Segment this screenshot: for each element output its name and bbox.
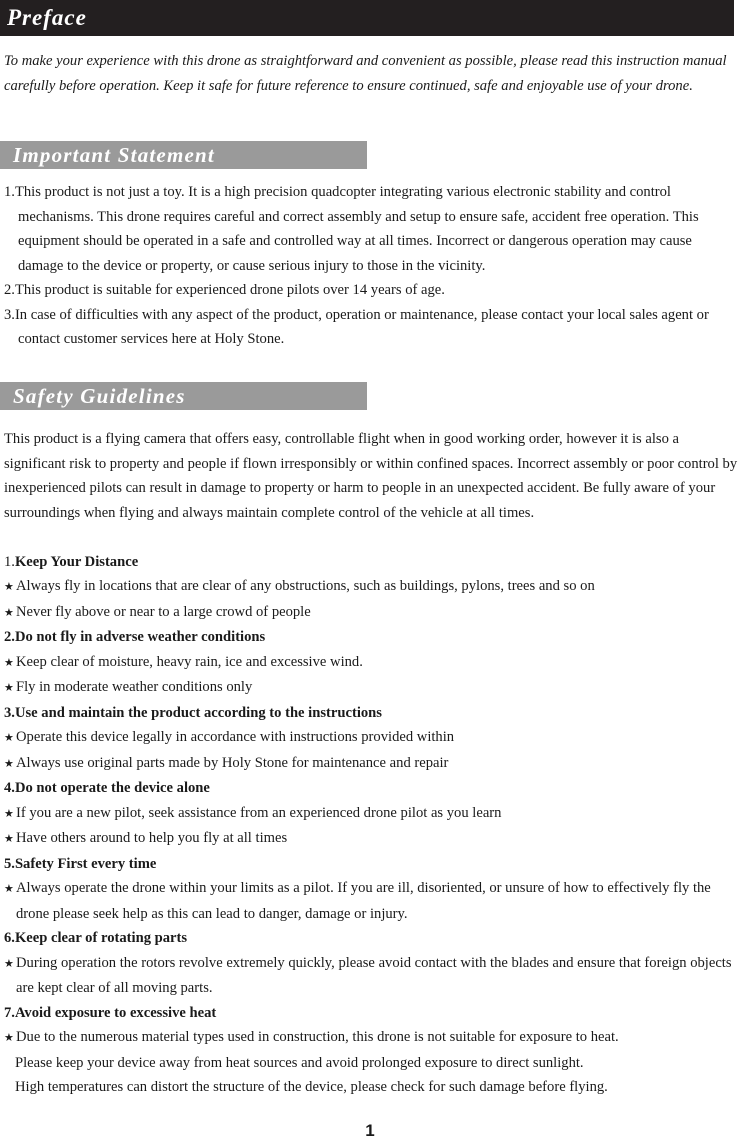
preface-header bbox=[0, 0, 734, 36]
important-item-3: 3.In case of difficulties with any aspect of the product, operation or maintenance, please contact your local sales agent or contact customer services here at Holy Stone. bbox=[4, 306, 709, 347]
safety-guidelines-title: Safety Guidelines bbox=[13, 384, 186, 408]
important-item-2: 2.This product is suitable for experienced drone pilots over 14 years of age. bbox=[4, 282, 445, 298]
guideline-7-heading: 7.Avoid exposure to excessive heat bbox=[4, 1004, 217, 1021]
star-icon: ★ bbox=[4, 732, 14, 744]
list-item: ★ Always use original parts made by Holy Stone for maintenance and repair bbox=[4, 751, 740, 777]
safety-guidelines-body bbox=[4, 427, 740, 1100]
list-item: ★ Keep clear of moisture, heavy rain, ice and excessive wind. bbox=[4, 650, 740, 676]
important-item-1: 1.This product is not just a toy. It is a high precision quadcopter integrating various electronic stability and control mechanisms. This drone requires careful and correct assembly and setup to ensure safe, accident free operation. This equipment should be operated in a safe and controlled way at all times. Incorrect or dangerous operation may cause damage to the device or property, or cause serious injury to those in the vicinity. bbox=[4, 184, 699, 274]
guideline-1-number: 1. bbox=[4, 553, 15, 570]
important-statement-list bbox=[4, 180, 740, 352]
list-item: ★ Fly in moderate weather conditions only bbox=[4, 675, 740, 701]
guideline-1-title: Keep Your Distance bbox=[14, 553, 139, 570]
star-icon: ★ bbox=[4, 957, 14, 970]
preface-title: Preface bbox=[7, 5, 87, 30]
list-item: ★ Have others around to help you fly at all times bbox=[4, 826, 740, 852]
guideline-2-heading: 2.Do not fly in adverse weather conditions bbox=[4, 629, 266, 645]
safety-intro: This product is a flying camera that offers easy, controllable flight when in good working order, however it is also a significant risk to property and people if flown irresponsibly or within confined spaces. Incorrect assembly or poor control by inexperienced pilots can result in damage to property or harm to people in an unexpected accident. Be fully aware of your surroundings when flying and always maintain complete control of the vehicle at all times. bbox=[4, 431, 738, 521]
guideline-7-continuation-1: Please keep your device away from heat sources and avoid prolonged exposure to direct sunlight. bbox=[15, 1054, 584, 1071]
guideline-4-heading: 4.Do not operate the device alone bbox=[4, 780, 210, 796]
star-icon: ★ bbox=[4, 757, 14, 770]
list-item: ★ Always operate the drone within your limits as a pilot. If you are ill, disoriented, or unsure of how to effectively fly the drone please seek help as this can lead to danger, damage or injury. bbox=[4, 876, 740, 926]
guideline-5-heading: 5.Safety First every time bbox=[4, 855, 157, 872]
star-icon: ★ bbox=[4, 656, 14, 669]
list-item: ★ Always fly in locations that are clear of any obstructions, such as buildings, pylons, trees and so on bbox=[4, 574, 740, 600]
star-icon: ★ bbox=[4, 807, 14, 820]
guideline-3-heading: 3.Use and maintain the product according to the instructions bbox=[4, 704, 382, 721]
star-icon: ★ bbox=[4, 1032, 14, 1044]
page-number: 1 bbox=[365, 1121, 375, 1140]
list-item: ★ Operate this device legally in accordance with instructions provided within bbox=[4, 725, 740, 751]
star-icon: ★ bbox=[4, 833, 14, 845]
list-item: ★ Due to the numerous material types used in construction, this drone is not suitable for exposure to heat. bbox=[4, 1025, 740, 1051]
star-icon: ★ bbox=[4, 606, 14, 619]
safety-guidelines-header bbox=[0, 382, 367, 410]
star-icon: ★ bbox=[4, 682, 14, 694]
star-icon: ★ bbox=[4, 883, 14, 895]
guideline-6-heading: 6.Keep clear of rotating parts bbox=[4, 930, 188, 946]
list-item: ★ If you are a new pilot, seek assistance from an experienced drone pilot as you learn bbox=[4, 801, 740, 827]
star-icon: ★ bbox=[4, 581, 14, 593]
list-item: ★ Never fly above or near to a large crowd of people bbox=[4, 600, 740, 626]
preface-text: To make your experience with this drone as straightforward and convenient as possible, please read this instruction manual carefully before operation. Keep it safe for future reference to ensure continued, safe and enjoyable use of your drone. bbox=[4, 53, 727, 94]
guideline-7-continuation-2: High temperatures can distort the structure of the device, please check for such damage before flying. bbox=[15, 1079, 608, 1095]
important-statement-header bbox=[0, 141, 367, 169]
important-statement-title: Important Statement bbox=[13, 143, 215, 167]
guideline-1-heading bbox=[4, 550, 740, 575]
list-item: ★ During operation the rotors revolve extremely quickly, please avoid contact with the blades and ensure that foreign objects are kept clear of all moving parts. bbox=[4, 951, 740, 1001]
